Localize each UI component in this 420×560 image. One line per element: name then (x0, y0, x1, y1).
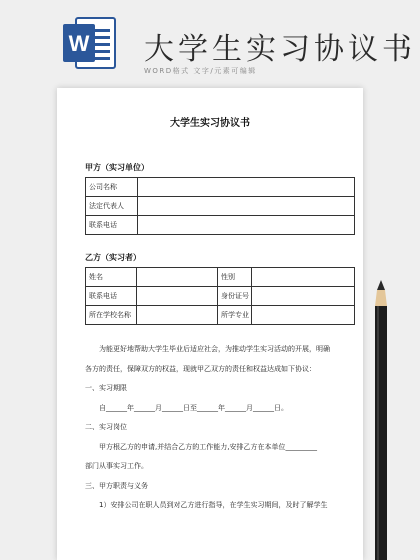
section-2-line-2: 部门从事实习工作。 (85, 462, 148, 470)
party-b-heading: 乙方（实习者） (85, 253, 141, 262)
party-b-school-field[interactable] (137, 306, 218, 325)
header-banner (0, 0, 420, 90)
party-b-label-gender: 性别 (218, 268, 252, 287)
section-2-heading: 二、实习岗位 (85, 423, 127, 431)
pencil-icon (372, 280, 390, 560)
party-b-label-name: 姓名 (86, 268, 137, 287)
table-row (86, 268, 355, 287)
section-1-heading: 一、实习期限 (85, 384, 127, 392)
word-document-icon (62, 15, 118, 71)
party-a-heading: 甲方（实习单位） (85, 163, 149, 172)
document-page (57, 88, 363, 560)
party-b-label-school: 所在学校名称 (86, 306, 137, 325)
banner-subtitle: WORD格式 文字/元素可编辑 (144, 67, 257, 75)
banner-title: 大学生实习协议书 (144, 32, 416, 67)
party-b-label-phone: 联系电话 (86, 287, 137, 306)
table-row (86, 197, 355, 216)
section-2-line-1: 甲方根乙方的申请,并结合乙方的工作能力,安排乙方在本单位_________ (99, 442, 317, 451)
table-row (86, 178, 355, 197)
word-icon-letter: W (68, 31, 90, 56)
party-a-label-phone: 联系电话 (86, 216, 138, 235)
agreement-body (85, 340, 355, 516)
party-b-major-field[interactable] (252, 306, 355, 325)
party-b-label-major: 所学专业 (218, 306, 252, 325)
section-1-dates: 自______年______月______日至______年______月______日。 (99, 403, 288, 412)
intro-line-2: 各方的责任，保障双方的权益，现就甲乙双方的责任和权益达成如下协议： (85, 364, 316, 373)
table-row (86, 306, 355, 325)
party-b-label-id: 身份证号 (218, 287, 252, 306)
party-a-legal-rep-field[interactable] (138, 197, 355, 216)
section-3-heading: 三、甲方职责与义务 (85, 481, 148, 490)
party-b-name-field[interactable] (137, 268, 218, 287)
party-a-phone-field[interactable] (138, 216, 355, 235)
party-b-phone-field[interactable] (137, 287, 218, 306)
party-a-label-company: 公司名称 (86, 178, 138, 197)
party-b-id-field[interactable] (252, 287, 355, 306)
party-a-company-field[interactable] (138, 178, 355, 197)
party-a-label-legal-rep: 法定代表人 (86, 197, 138, 216)
party-b-table (85, 267, 355, 325)
table-row (86, 216, 355, 235)
document-title: 大学生实习协议书 (170, 118, 250, 129)
section-3-item-1: 1）安排公司在职人员到对乙方进行指导，在学生实习期间，及时了解学生 (99, 501, 328, 509)
table-row (86, 287, 355, 306)
party-a-table (85, 177, 355, 235)
party-b-gender-field[interactable] (252, 268, 355, 287)
intro-line-1: 为能更好地帮助大学生毕业后适应社会，为推动学生实习活动的开展，明确 (99, 345, 330, 353)
